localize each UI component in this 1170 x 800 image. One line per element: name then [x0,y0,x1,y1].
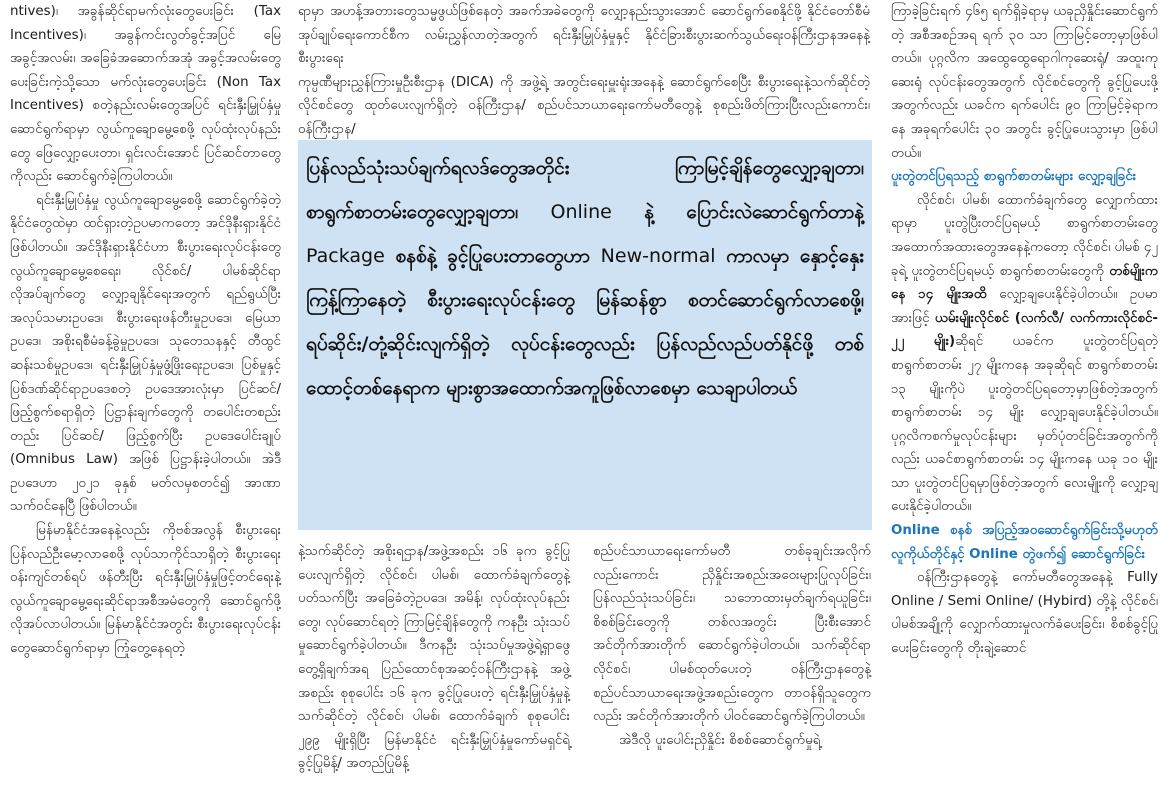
pull-quote-text-d: ကာလမှာ နှောင့်နှေးကြန့်ကြာနေတဲ့ စီးပွားရေးလုပ်ငန်းတွေ မြန်ဆန်စွာ စတင်ဆောင်ရွက်လာစေဖို့၊ ရပ်ဆိုင်း/တုံ့ဆိုင်းလျက်ရှိတဲ့ လုပ်ငန်းတွေလည်း ပြန်လည်လည်ပတ်နိုင်ဖို့ တစ်ထောင့်တစ်နေရာက များစွာအထောက်အကူဖြစ်လာစေမှာ သေချာပါတယ် [306,245,865,399]
pull-quote-text-b: နဲ့ ပြောင်းလဲဆောင်ရွက်တာနဲ့ [611,201,864,223]
pull-quote-newnormal: New-normal [600,245,716,267]
pull-quote-online: Online [550,201,612,223]
col1-paragraph-2: ရင်းနှီးမြှုပ်နှံမှု လွယ်ကူချောမွေ့စေဖို့ ဆောင်ရွက်ခဲ့တဲ့နိုင်ငံတွေထဲမှာ ထင်ရှားတဲ့ဥပမာကတော့ အင်ဒိုနီးရှားနိုင်ငံ ဖြစ်ပါတယ်။ အင်ဒိုနီးရှားနိုင်ငံဟာ စီးပွားရေးလုပ်ငန်းတွေ လွယ်ကူချောမွေ့စေရေး၊ လိုင်စင်/ ပါမစ်ဆိုင်ရာ လိုအပ်ချက်တွေ လျှော့ချနိုင်ရေးအတွက် ရည်ရွယ်ပြီး အလုပ်သမားဥပဒေ၊ စီးပွားရေးဖန်တီးမှုဥပဒေ၊ မြေယာဥပဒေ၊ အစိုးရစီမံခန့်ခွဲမှုဥပဒေ၊ သုတေသနနှင့် တီထွင်ဆန်းသစ်မှုဥပဒေ၊ ရင်းနှီးမြှုပ်နှံမှုဖွံ့ဖြိုးရေးဥပဒေ၊ ပြစ်မှုနှင့် ပြစ်ဒဏ်ဆိုင်ရာဥပဒေစတဲ့ ဥပဒေအားလုံးမှာ ပြင်ဆင်/ ဖြည့်စွက်စရာရှိတဲ့ ပြဋ္ဌာန်းချက်တွေကို တပေါင်းတစည်းတည်း ပြင်ဆင်/ ဖြည့်စွက်ပြီး ဥပဒေပေါင်းချုပ် (Omnibus Law) အဖြစ် ပြဋ္ဌာန်းခဲ့ပါတယ်။ အဲဒီ ဥပဒေဟာ ၂၀၂၁ ခုနှစ် မတ်လမှစတင်၍ အာဏာသက်ဝင်နေပြီ ဖြစ်ပါတယ်။ [10,192,281,515]
col3-heading-2: Online စနစ် အပြည့်အဝဆောင်ရွက်ခြင်းသို့မဟုတ် လူကိုယ်တိုင်နှင့် Online တွဲဖက်၍ ဆောင်ရွက်ခြင်း [891,523,1158,562]
col3-p2-part-c: လျှော့ချပေးနိုင်ခဲ့ပါတယ်။ ဥပမာအားဖြင့် [891,287,1158,326]
col2-mid-text: ကုမ္ပဏီများညွှန်ကြားမှုဦးစီးဌာန (DICA) ကို အဖွဲ့ရဲ့ အတွင်းရေးမှူးရုံးအနေနဲ့ ဆောင်ရွက်စေပြီး စီးပွားရေးနဲ့သက်ဆိုင်တဲ့ လိုင်စင်တွေ ထုတ်ပေးလျက်ရှိတဲ့ ဝန်ကြီးဌာန/ စည်ပင်သာယာရေးကော်မတီတွေနဲ့ စုစည်းဖိတ်ကြားပြီးလည်းကောင်း၊ ဝန်ကြီးဌာန/ [298,74,870,137]
pull-quote [298,140,872,530]
col2-top-text: ရာမှာ အဟန့်အတားတွေသမ္မဖွယ်ဖြစ်နေတဲ့ အခက်အခဲတွေကို လျှော့နည်းသွားအောင် ဆောင်ရွက်စေနိုင်ဖို့ နိုင်ငံတော်စီမံအုပ်ချုပ်ရေးကောင်စီက လမ်းညွှန်လာတဲ့အတွက် ရင်းနှီးမြှုပ်နှံမှုနှင့် နိုင်ငံခြားစီးပွားဆက်သွယ်ရေးဝန်ကြီးဌာနအနေနဲ့ စီးပွားရေး [298,4,870,67]
column-2b [593,540,871,752]
col3-paragraph-3: ဝန်ကြီးဌာနတွေနဲ့ ကော်မတီတွေအနေနဲ့ Fully Online / Semi Online/ (Hybird) တို့နဲ့ လိုင်စင်၊ ပါမစ်အချို့ကို လျှောက်ထားမှုလက်ခံပေးခြင်း၊ စိစစ်ခွင့်ပြုပေးခြင်းတွေကို တိုးချဲ့ဆောင် [891,570,1158,657]
column-2a [298,540,570,776]
pull-quote-text-c: စနစ်နဲ့ ခွင့်ပြုပေးတာတွေဟာ [384,245,601,267]
column-3 [891,0,1158,661]
col3-paragraph-1: ကြာခဲ့ခြင်းရက် ၄၆၅ ရက်ရှိခဲ့ရာမှ ယခုညှိနှိုင်းဆောင်ရွက်တဲ့ အစီအစဉ်အရ ရက် ၃၀ သာ ကြာမြင့်တော့မှာဖြစ်ပါတယ်။ ပုဂ္ဂလိက အထွေထွေရောဂါကုဆေးရုံ/ အထူးကုဆေးရုံ လုပ်ငန်းတွေအတွက် လိုင်စင်တွေကို ခွင့်ပြုပေးဖို့အတွက်လည်း ယခင်က ရက်ပေါင်း ၉၀ ကြာမြင့်ခဲ့ရာကနေ အခုရက်ပေါင်း ၃၀ အတွင်း ခွင့်ပြုပေးသွားမှာ ဖြစ်ပါတယ်။ [891,4,1158,161]
col3-p2-part-a: လိုင်စင်၊ ပါမစ်၊ ထောက်ခံချက်တွေ လျှောက်ထားရာမှာ ပူးတွဲပြီးတင်ပြရမယ့် စာရွက်စာတမ်းတွေ အထောက်အထားတွေအနေနဲ့ကတော့ လိုင်စင်၊ ပါမစ် ၄၂ ခုရဲ့ ပူးတွဲတင်ပြရမယ့် စာရွက်စာတမ်းတွေကို [891,192,1158,279]
col1-paragraph-3: မြန်မာနိုင်ငံအနေနဲ့လည်း ကိုဗစ်အလွန် စီးပွားရေးပြန်လည်ဦးမော့လာစေဖို့ လုပ်သာကိုင်သာရှိတဲ့ စီးပွားရေးဝန်းကျင်တစ်ရပ် ဖန်တီးပြီး ရင်းနှီးမြှုပ်နှံမှုဖြင့်တင်ရေးနဲ့ လွယ်ကူချောမွေ့ရေးဆိုင်ရာအစီအမံတွေကို ဆောင်ရွက်ဖို့လိုအပ်လာပါတယ်။ မြန်မာနိုင်ငံအတွင်း စီးပွားရေးလုပ်ငန်းတွေဆောင်ရွက်ရာမှာ ကြုံတွေ့နေရတဲ့ [10,523,281,657]
pull-quote-package: Package [306,245,385,267]
col2b-paragraph-2: အဲဒီလို ပူးပေါင်းညှိနှိုင်း စိစစ်ဆောင်ရွက်မှုရဲ့ [619,732,821,748]
col3-p2-bold-1: တစ်မျိုးကနေ ၁၄ မျိုးအထိ [891,263,1158,303]
col2a-paragraph: နဲ့သက်ဆိုင်တဲ့ အစိုးရဌာန/အဖွဲ့အစည်း ၁၆ ခုက ခွင့်ပြုပေးလျက်ရှိတဲ့ လိုင်စင်၊ ပါမစ်၊ ထောက်ခံချက်တွေနဲ့ပတ်သက်ပြီး အခြေခံတဲ့ဥပဒေ၊ အမိန့်၊ လုပ်ထုံးလုပ်နည်းတွေ၊ လုပ်ဆောင်ရတဲ့ ကြာမြင့်ချိန်တွေကို ကနဦး သုံးသပ်မှုဆောင်ရွက်ခဲ့ပါတယ်။ ဒီကနဦး သုံးသပ်မှုအဖွဲ့ရဲ့ရှာဖွေတွေ့ရှိချက်အရ ပြည်ထောင်စုအဆင့်ဝန်ကြီးဌာနနဲ့ အဖွဲ့အစည်း စုစုပေါင်း ၁၆ ခုက ခွင့်ပြုပေးတဲ့ ရင်းနှီးမြှုပ်နှံမှုနဲ့သက်ဆိုင်တဲ့ လိုင်စင်၊ ပါမစ်၊ ထောက်ခံချက် စုစုပေါင်း ၂၉၉ မျိုးရှိပြီး မြန်မာနိုင်ငံ ရင်းနှီးမြှုပ်နှံမှုကော်မရှင်ရဲ့ ခွင့်ပြုမိန့်/ အတည်ပြုမိန့် [298,544,570,772]
pull-quote-text-a: ပြန်လည်သုံးသပ်ချက်ရလဒ်တွေအတိုင်း ကြာမြင့်ချိန်တွေလျှော့ချတာ၊ စာရွက်စာတမ်းတွေလျှော့ချတာ၊ [306,157,864,223]
col2b-paragraph: စည်ပင်သာယာရေးကော်မတီ တစ်ခုချင်းအလိုက်လည်းကောင်း ညှိနှိုင်းအစည်းအဝေးများပြုလုပ်ခြင်း၊ ပြန်လည်သုံးသပ်ခြင်း၊ သဘောထားမှတ်ချက်ရယူခြင်း၊ စိစစ်ခြင်းတွေကို တစ်လအတွင်း ပြီးစီးအောင် အင်တိုက်အားတိုက် ဆောင်ရွက်ခဲ့ပါတယ်။ သက်ဆိုင်ရာ လိုင်စင်၊ ပါမစ်ထုတ်ပေးတဲ့ ဝန်ကြီးဌာနတွေနဲ့ စည်ပင်သာယာရေးအဖွဲ့အစည်းတွေက တာဝန်ရှိသူတွေကလည်း အင်တိုက်အားတိုက် ပါဝင်ဆောင်ရွက်ခဲ့ကြပါတယ်။ [593,544,871,725]
column-2-top [298,0,870,142]
col3-paragraph-2 [891,189,1158,519]
col3-heading-1: ပူးတွဲတင်ပြရသည့် စာရွက်စာတမ်းများ လျှော့ချခြင်း [891,169,1137,185]
col3-p2-part-e: ဆိုရင် ယခင်က ပူးတွဲတင်ပြရတဲ့ စာရွက်စာတမ်း ၂၇ မျိုးကနေ အခုဆိုရင် စာရွက်စာတမ်း ၁၃ မျိုးကိုပဲ ပူးတွဲတင်ပြရတော့မှာဖြစ်တဲ့အတွက် စာရွက်စာတမ်း ၁၄ မျိုး လျှော့ချပေးနိုင်ခဲ့ပါတယ်။ ပုဂ္ဂလိကစက်မှုလုပ်ငန်းများ မှတ်ပုံတင်ခြင်းအတွက်ကိုလည်း ယခင်စာရွက်စာတမ်း ၁၄ မျိုးကနေ ယခု ၁၀ မျိုးသာ ပူးတွဲတင်ပြရမှာဖြစ်တဲ့အတွက် လေးမျိုးကို လျှော့ချပေးနိုင်ခဲ့ပါတယ်။ [891,334,1158,515]
column-1 [10,0,281,661]
col3-p2-bold-2: ယမ်းမျိုးလိုင်စင် (လက်လီ/ လက်ကားလိုင်စင်- ၂၂ မျိုး) [891,310,1158,350]
col1-paragraph-1: ntives)၊ အခွန်ဆိုင်ရာမက်လုံးတွေပေးခြင်း (Tax Incentives)၊ အခွန်ကင်းလွတ်ခွင့်အပြင် မြေအခွင့်အလမ်း၊ အခြေခံအဆောက်အအုံ အခွင့်အလမ်းတွေပေးခြင်းကဲ့သို့သော မက်လုံးတွေပေးခြင်း (Non Tax Incentives) စတဲ့နည်းလမ်းတွေအပြင် ရင်းနှီးမြှုပ်နှံမှုဆောင်ရွက်ရာမှာ လွယ်ကူချောမွေ့စေဖို့ လုပ်ထုံးလုပ်နည်းတွေ ဖြေလျှော့ပေးတာ၊ ရှင်းလင်းအောင် ပြင်ဆင်တာတွေကိုလည်း ဆောင်ရွက်ခဲ့ကြပါတယ်။ [10,4,281,185]
